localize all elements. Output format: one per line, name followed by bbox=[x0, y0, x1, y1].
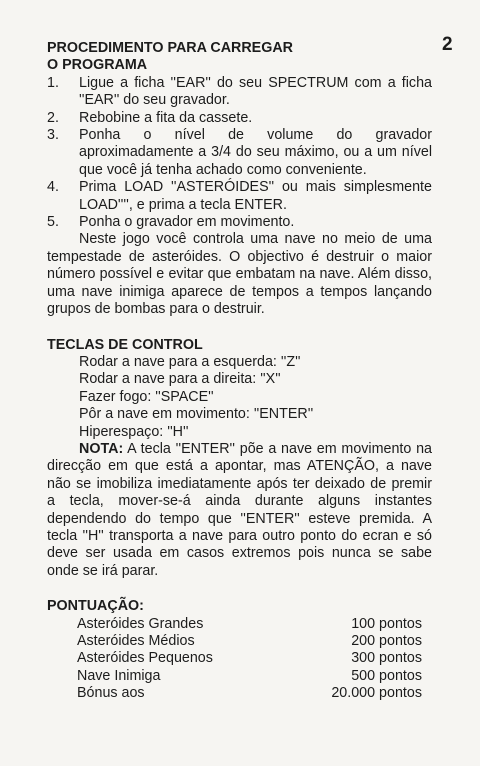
control-key-line: Hiperespaço: ''H'' bbox=[79, 423, 189, 440]
step-number: 3. bbox=[47, 127, 59, 144]
page-number: 2 bbox=[442, 34, 453, 55]
score-label: Asteróides Médios bbox=[77, 633, 195, 649]
step-number: 2. bbox=[47, 109, 59, 126]
control-key-line: Rodar a nave para a direita: ''X'' bbox=[79, 371, 281, 388]
control-key-line: Rodar a nave para a esquerda: ''Z'' bbox=[79, 353, 301, 370]
step-number: 1. bbox=[47, 74, 59, 91]
note-text: A tecla ''ENTER'' põe a nave em movimento na direcção em que está a apontar, mas ATENÇÃO, a nave não se imobiliza imediatamente após ter deixado de premir a tecla, mover-se-á ainda durante alguns instantes dependendo do tempo que ''ENTER'' esteve premida. A tecla ''H'' transporta a nave para outro ponto do ecran e só deve ser usada em casos extremos pois nunca se sabe onde se irá parar. bbox=[47, 440, 432, 579]
step-text: Prima LOAD ''ASTERÓIDES'' ou mais simplesmente LOAD'''', e prima a tecla ENTER. bbox=[79, 179, 432, 213]
load-step bbox=[47, 214, 432, 231]
control-key-line: Pôr a nave em movimento: ''ENTER'' bbox=[79, 406, 314, 423]
score-label: Asteróides Pequenos bbox=[77, 650, 213, 667]
load-step bbox=[47, 110, 432, 127]
score-label: Nave Inimiga bbox=[77, 667, 161, 684]
score-points: 200 pontos bbox=[351, 633, 422, 649]
score-row bbox=[47, 668, 422, 685]
step-text: Ponha o nível de volume do gravador aproximadamente a 3/4 do seu máximo, ou a um nível que você já tenha achado como conveniente. bbox=[79, 127, 432, 178]
controls-note bbox=[47, 441, 432, 580]
note-label: NOTA: bbox=[79, 440, 124, 457]
score-label: Bónus aos bbox=[77, 685, 145, 702]
score-row bbox=[47, 650, 422, 667]
scoring-heading: PONTUAÇÃO: bbox=[47, 598, 144, 615]
step-text: Ligue a ficha ''EAR'' do seu SPECTRUM com a ficha ''EAR'' do seu gravador. bbox=[79, 74, 432, 109]
step-number: 5. bbox=[47, 214, 59, 231]
score-points: 100 pontos bbox=[351, 615, 422, 632]
step-text: Ponha o gravador em movimento. bbox=[79, 214, 295, 231]
document-body bbox=[47, 40, 432, 703]
score-row bbox=[47, 616, 422, 633]
score-label: Asteróides Grandes bbox=[77, 615, 204, 632]
load-steps-list bbox=[47, 75, 432, 232]
score-row bbox=[47, 685, 422, 702]
controls-heading: TECLAS DE CONTROL bbox=[47, 336, 203, 353]
score-points: 20.000 pontos bbox=[331, 685, 422, 702]
control-key-line: Fazer fogo: ''SPACE'' bbox=[79, 388, 214, 405]
score-points: 300 pontos bbox=[351, 650, 422, 667]
step-number: 4. bbox=[47, 179, 59, 196]
game-intro-paragraph: Neste jogo você controla uma nave no meio de uma tempestade de asteróides. O objectivo é destruir o maior número possível e evitar que embatam na nave. Além disso, uma nave inimiga aparece de tempos a tempos lançando grupos de bombas para o destruir. bbox=[47, 231, 432, 318]
load-heading-line1: PROCEDIMENTO PARA CARREGAR bbox=[47, 40, 293, 56]
load-step bbox=[47, 127, 432, 179]
scoring-table bbox=[47, 616, 422, 703]
score-row bbox=[47, 633, 422, 650]
load-step bbox=[47, 179, 432, 214]
controls-key-list bbox=[47, 354, 432, 441]
step-text: Rebobine a fita da cassete. bbox=[79, 109, 253, 126]
load-heading-line2: O PROGRAMA bbox=[47, 57, 148, 74]
score-points: 500 pontos bbox=[351, 667, 422, 684]
load-step bbox=[47, 75, 432, 110]
